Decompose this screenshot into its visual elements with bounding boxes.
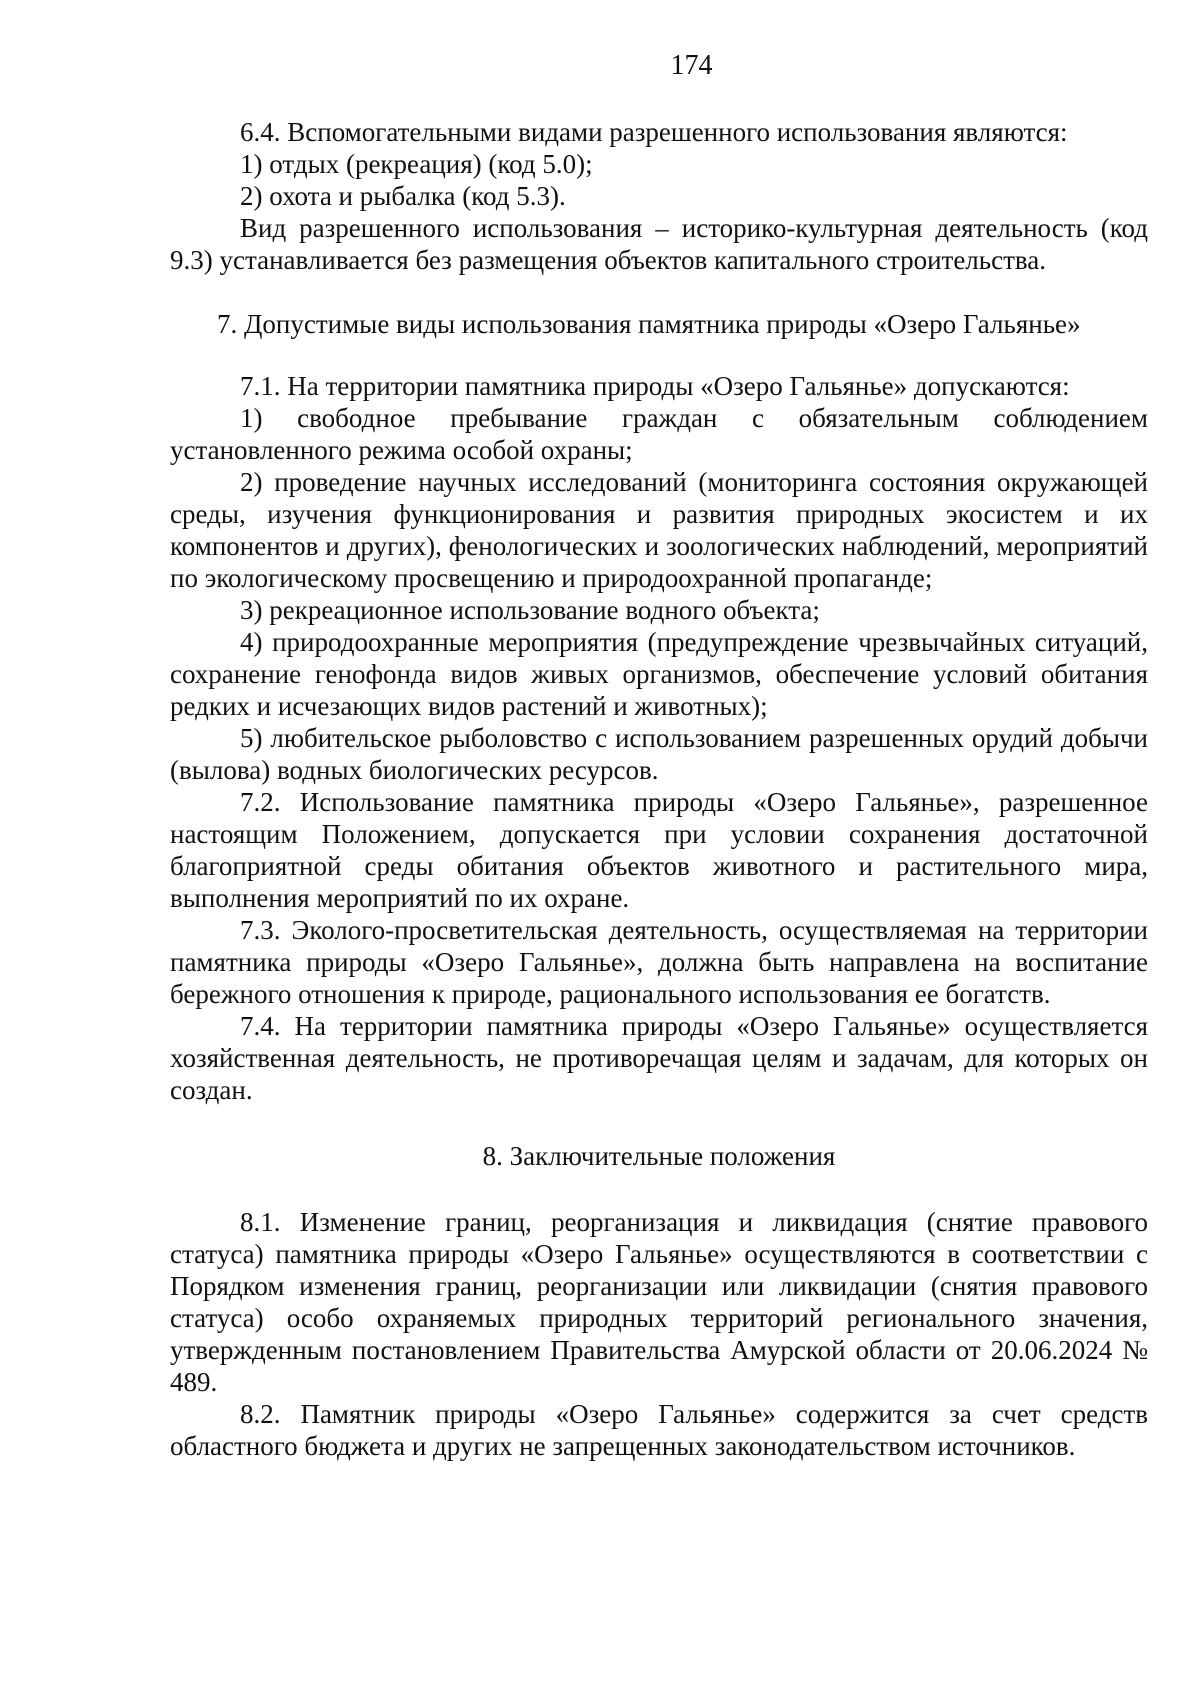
- paragraph-8-2: 8.2. Памятник природы «Озеро Гальянье» содержится за счет средств областного бюджета и других не запрещенных законодательством источников.: [170, 1399, 1148, 1461]
- list-item: 4) природоохранные мероприятия (предупреждение чрезвычайных ситуаций, сохранение генофонда видов живых организмов, обеспечение условий обитания редких и исчезающих видов растений и животных);: [170, 627, 1148, 721]
- section-8-heading: 8. Заключительные положения: [482, 1141, 836, 1171]
- page-number: 174: [670, 50, 713, 81]
- paragraph-7-4: 7.4. На территории памятника природы «Озеро Гальянье» осуществляется хозяйственная деятельность, не противоречащая целям и задачам, для которых он создан.: [170, 1011, 1148, 1105]
- list-item: 1) отдых (рекреация) (код 5.0);: [240, 149, 593, 179]
- list-item: 1) свободное пребывание граждан с обязательным соблюдением установленного режима особой охраны;: [170, 403, 1148, 465]
- paragraph-8-1: 8.1. Изменение границ, реорганизация и ликвидация (снятие правового статуса) памятника природы «Озеро Гальянье» осуществляются в соответствии с Порядком изменения границ, реорганизации или ликвидации (снятия правового статуса) особо охраняемых природных территорий регионального значения, утвержденным постановлением Правительства Амурской области от 20.06.2024 № 489.: [170, 1207, 1148, 1397]
- paragraph-7-2: 7.2. Использование памятника природы «Озеро Гальянье», разрешенное настоящим Положением, допускается при условии сохранения достаточной благоприятной среды обитания объектов животного и растительного мира, выполнения мероприятий по их охране.: [170, 787, 1148, 913]
- paragraph-note: Вид разрешенного использования – историко-культурная деятельность (код 9.3) устанавливается без размещения объектов капитального строительства.: [170, 213, 1148, 275]
- list-item: 5) любительское рыболовство с использованием разрешенных орудий добычи (вылова) водных биологических ресурсов.: [170, 723, 1148, 785]
- list-item: 2) охота и рыбалка (код 5.3).: [240, 181, 566, 211]
- paragraph-7-1: 7.1. На территории памятника природы «Озеро Гальянье» допускаются:: [240, 371, 1070, 401]
- list-item: 2) проведение научных исследований (мониторинга состояния окружающей среды, изучения функционирования и развития природных экосистем и их компонентов и других), фенологических и зоологических наблюдений, мероприятий по экологическому просвещению и природоохранной пропаганде;: [170, 467, 1148, 593]
- document-body: [170, 116, 1148, 1462]
- list-item: 3) рекреационное использование водного объекта;: [240, 595, 820, 625]
- section-7-heading: 7. Допустимые виды использования памятника природы «Озеро Гальянье»: [217, 309, 1081, 339]
- paragraph-7-3: 7.3. Эколого-просветительская деятельность, осуществляемая на территории памятника природы «Озеро Гальянье», должна быть направлена на воспитание бережного отношения к природе, рационального использования ее богатств.: [170, 915, 1148, 1009]
- paragraph-6-4: 6.4. Вспомогательными видами разрешенного использования являются:: [240, 117, 1068, 147]
